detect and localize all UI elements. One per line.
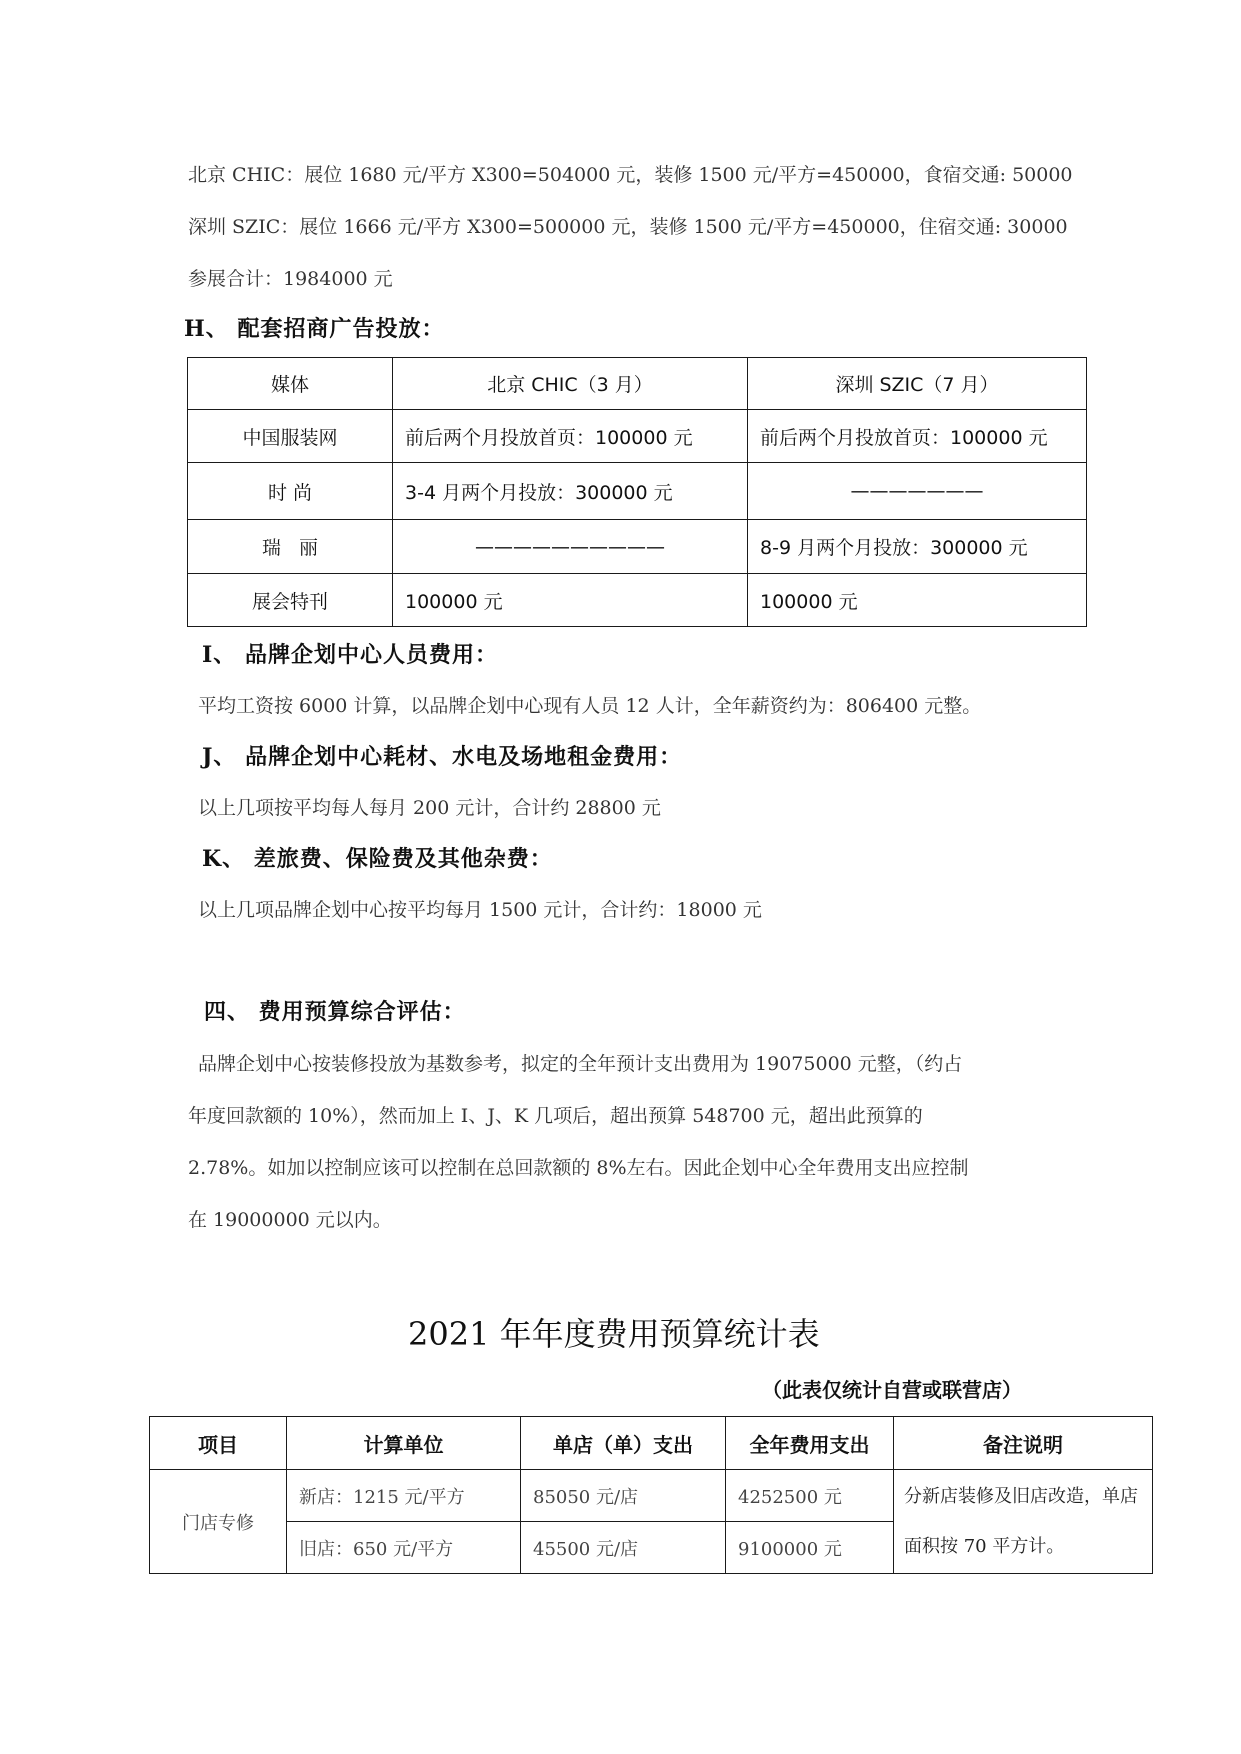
section-4-line: 2.78%。如加以控制应该可以控制在总回款额的 8%左右。因此企划中心全年费用支出应控制 (188, 1157, 969, 1179)
row-media: 瑞 丽 (188, 520, 393, 574)
section-k-title: K、 差旅费、保险费及其他杂费： (202, 846, 553, 872)
row-shenzhen: ——————— (748, 463, 1087, 520)
budget-subtitle: （此表仅统计自营或联营店） (762, 1378, 1022, 1402)
header-cell-unit: 计算单位 (287, 1417, 521, 1470)
section-4-title: 四、 费用预算综合评估： (204, 999, 466, 1025)
budget-table (149, 1416, 1153, 1574)
row-beijing: 3-4 月两个月投放：300000 元 (393, 463, 748, 520)
section-4-line: 在 19000000 元以内。 (188, 1209, 392, 1231)
table-header-row (150, 1417, 1153, 1470)
row-shenzhen: 8-9 月两个月投放：300000 元 (748, 520, 1087, 574)
section-4-line: 品牌企划中心按装修投放为基数参考，拟定的全年预计支出费用为 19075000 元整，（约占 (198, 1053, 963, 1075)
section-4-line: 年度回款额的 10%），然而加上 I、J、K 几项后，超出预算 548700 元，超出此预算的 (188, 1105, 923, 1127)
header-cell-item: 项目 (150, 1417, 287, 1470)
table-row (188, 574, 1087, 627)
section-i-text: 平均工资按 6000 计算，以品牌企划中心现有人员 12 人计，全年薪资约为：806400 元整。 (198, 695, 982, 717)
row-beijing: —————————— (393, 520, 748, 574)
table-row (150, 1470, 1153, 1522)
header-cell-per-store: 单店（单）支出 (521, 1417, 726, 1470)
row-shenzhen: 前后两个月投放首页：100000 元 (748, 410, 1087, 463)
section-i-title: I、 品牌企划中心人员费用： (202, 642, 498, 668)
table-row (188, 463, 1087, 520)
row-media: 时 尚 (188, 463, 393, 520)
table-header-row (188, 358, 1087, 410)
row-beijing: 100000 元 (393, 574, 748, 627)
header-cell-beijing: 北京 CHIC（3 月） (393, 358, 748, 410)
table-row (188, 410, 1087, 463)
annual-cell: 9100000 元 (726, 1522, 894, 1574)
annual-cell: 4252500 元 (726, 1470, 894, 1522)
expo-shenzhen-line: 深圳 SZIC：展位 1666 元/平方 X300=500000 元，装修 1500 元/平方=450000，住宿交通: 30000 (188, 216, 1068, 238)
table-row (188, 520, 1087, 574)
note-cell: 分新店装修及旧店改造，单店面积按 70 平方计。 (894, 1470, 1153, 1574)
unit-cell: 旧店：650 元/平方 (287, 1522, 521, 1574)
row-shenzhen: 100000 元 (748, 574, 1087, 627)
section-k-text: 以上几项品牌企划中心按平均每月 1500 元计，合计约：18000 元 (198, 899, 762, 921)
header-cell-shenzhen: 深圳 SZIC（7 月） (748, 358, 1087, 410)
per-store-cell: 85050 元/店 (521, 1470, 726, 1522)
header-cell-media: 媒体 (188, 358, 393, 410)
header-cell-annual: 全年费用支出 (726, 1417, 894, 1470)
row-beijing: 前后两个月投放首页：100000 元 (393, 410, 748, 463)
expo-beijing-line: 北京 CHIC：展位 1680 元/平方 X300=504000 元，装修 1500 元/平方=450000，食宿交通: 50000 (188, 164, 1073, 186)
expo-total-line: 参展合计：1984000 元 (188, 268, 393, 290)
item-cell: 门店专修 (150, 1470, 287, 1574)
section-j-text: 以上几项按平均每人每月 200 元计，合计约 28800 元 (198, 797, 661, 819)
section-j-title: J、 品牌企划中心耗材、水电及场地租金费用： (202, 744, 683, 770)
header-cell-note: 备注说明 (894, 1417, 1153, 1470)
section-h-title: H、 配套招商广告投放： (184, 316, 445, 342)
row-media: 展会特刊 (188, 574, 393, 627)
row-media: 中国服装网 (188, 410, 393, 463)
unit-cell: 新店：1215 元/平方 (287, 1470, 521, 1522)
budget-title: 2021 年年度费用预算统计表 (408, 1315, 820, 1353)
ad-placement-table (187, 357, 1087, 627)
per-store-cell: 45500 元/店 (521, 1522, 726, 1574)
